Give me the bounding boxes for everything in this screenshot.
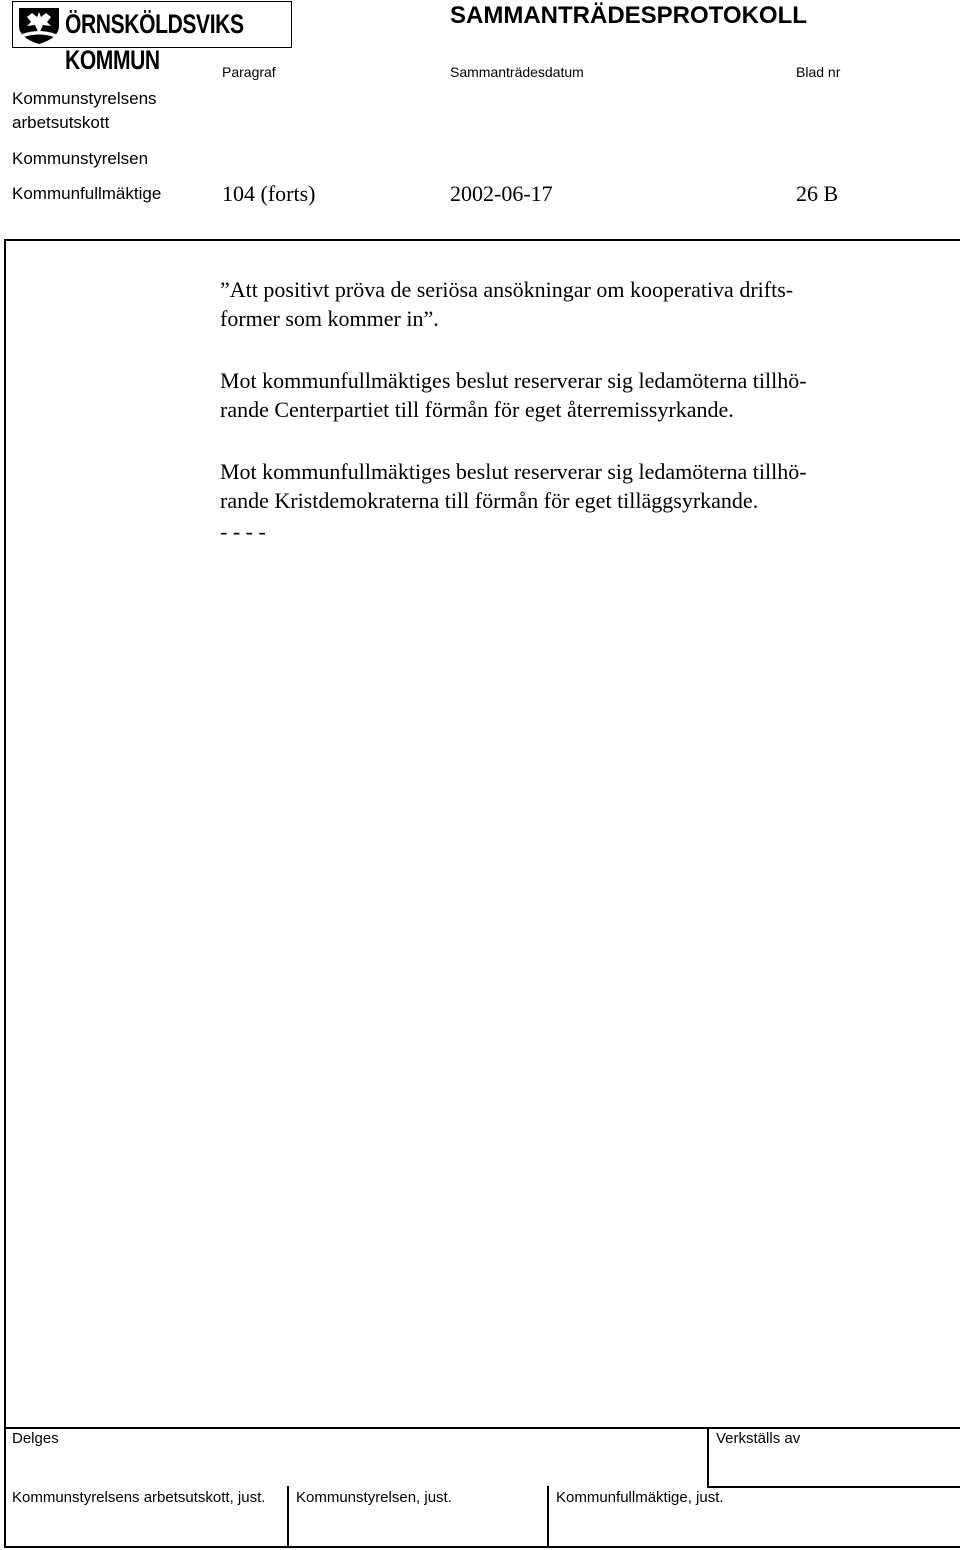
quote-line-2: former som kommer in”. [220, 306, 439, 331]
just-ks-au-label: Kommunstyrelsens arbetsutskott, just. [12, 1489, 266, 1506]
delges-label: Delges [12, 1430, 59, 1447]
document-title: SAMMANTRÄDESPROTOKOLL [450, 2, 807, 29]
paragraf-label: Paragraf [222, 64, 276, 80]
body-ks-au-line2: arbetsutskott [12, 113, 110, 132]
datum-label: Sammanträdesdatum [450, 64, 584, 80]
reservation-c-line-2: rande Centerpartiet till förmån för eget återremissyrkande. [220, 397, 734, 422]
body-ks: Kommunstyrelsen [12, 149, 149, 168]
footer-delges-divider [707, 1427, 709, 1488]
paragraf-value: 104 (forts) [222, 181, 316, 206]
quote-line-1: ”Att positivt pröva de seriösa ansökningar om kooperativa drifts- [220, 277, 794, 302]
footer-divider-line [4, 1427, 960, 1429]
footer-just-divider-1 [287, 1486, 289, 1548]
logo-wordmark: ÖRNSKÖLDSVIKS KOMMUN [65, 9, 244, 75]
just-ks-label: Kommunstyrelsen, just. [296, 1489, 452, 1506]
blad-label: Blad nr [796, 64, 841, 80]
frame-left-line [4, 239, 6, 1548]
body-kf: Kommunfullmäktige [12, 184, 162, 203]
datum-value: 2002-06-17 [450, 181, 553, 206]
blad-value: 26 B [796, 181, 839, 206]
frame-bottom-line [4, 1546, 960, 1548]
end-marker: - - - - [220, 519, 266, 544]
coat-of-arms-icon [16, 4, 62, 45]
reservation-kd-line-2: rande Kristdemokraterna till förmån för eget tilläggsyrkande. [220, 488, 759, 513]
footer-verkstalls-bottom-line [707, 1486, 960, 1488]
footer-just-divider-2 [547, 1486, 549, 1548]
frame-top-line [4, 239, 960, 241]
verkstalls-label: Verkställs av [716, 1430, 801, 1447]
body-ks-au-line1: Kommunstyrelsens [12, 89, 157, 108]
reservation-c-line-1: Mot kommunfullmäktiges beslut reserverar sig ledamöterna tillhö- [220, 368, 807, 393]
reservation-kd-line-1: Mot kommunfullmäktiges beslut reserverar sig ledamöterna tillhö- [220, 459, 807, 484]
just-kf-label: Kommunfullmäktige, just. [556, 1489, 724, 1506]
